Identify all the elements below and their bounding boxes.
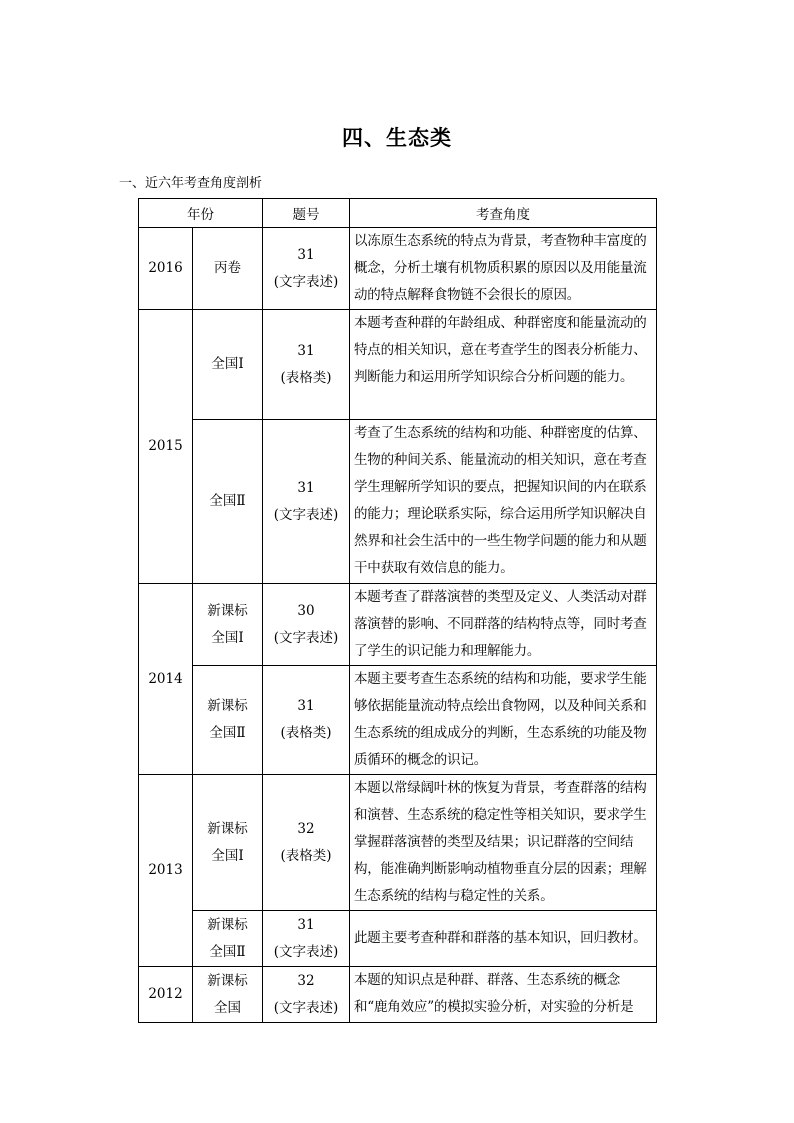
paper-cell: 全国Ⅰ (193, 310, 263, 420)
exam-analysis-table (138, 198, 657, 1023)
table-row (139, 584, 657, 666)
year-cell: 2016 (139, 228, 193, 310)
table-row (139, 911, 657, 967)
header-year: 年份 (139, 199, 263, 228)
angle-cell: 此题主要考查种群和群落的基本知识，回归教材。 (350, 911, 657, 967)
paper-cell: 丙卷 (193, 228, 263, 310)
question-type: (表格类) (280, 847, 332, 864)
question-cell (263, 228, 350, 310)
paper-cell: 新课标全国 (193, 967, 263, 1023)
question-type: (表格类) (280, 725, 332, 741)
paper-cell: 全国Ⅱ (193, 420, 263, 584)
paper-cell: 新课标全国Ⅱ (193, 666, 263, 775)
question-type: (文字表述) (273, 999, 339, 1016)
table-header-row (139, 199, 657, 228)
question-cell (263, 420, 350, 584)
question-type: (文字表述) (273, 629, 339, 646)
question-cell (263, 911, 350, 967)
header-angle: 考查角度 (350, 199, 657, 228)
paper-cell: 新课标全国Ⅰ (193, 584, 263, 666)
angle-cell: 考查了生态系统的结构和功能、种群密度的估算、生物的种间关系、能量流动的相关知识，意在考查学生理解所学知识的要点，把握知识间的内在联系的能力；理论联系实际，综合运用所学知识解决自然界和社会生活中的一些生物学问题的能力和从题干中获取有效信息的能力。 (350, 420, 657, 584)
table-row (139, 967, 657, 1023)
question-number: 30 (297, 602, 315, 619)
question-type: (文字表述) (273, 273, 339, 290)
angle-cell: 本题的知识点是种群、群落、生态系统的概念和“鹿角效应”的模拟实验分析，对实验的分析是 (350, 967, 657, 1023)
table-row (139, 420, 657, 584)
paper-cell: 新课标全国Ⅱ (193, 911, 263, 967)
question-type: (文字表述) (273, 506, 339, 523)
question-number: 32 (297, 972, 315, 989)
paper-cell: 新课标全国Ⅰ (193, 775, 263, 911)
angle-cell: 本题考查了群落演替的类型及定义、人类活动对群落演替的影响、不同群落的结构特点等，同时考查了学生的识记能力和理解能力。 (350, 584, 657, 666)
question-type: (表格类) (280, 369, 332, 386)
question-number: 31 (297, 698, 315, 714)
header-question: 题号 (263, 199, 350, 228)
question-type: (文字表述) (273, 943, 339, 960)
question-cell (263, 775, 350, 911)
question-number: 31 (297, 342, 315, 359)
year-cell: 2015 (139, 310, 193, 584)
angle-cell: 本题以常绿阔叶林的恢复为背景，考查群落的结构和演替、生态系统的稳定性等相关知识，要求学生掌握群落演替的类型及结果；识记群落的空间结构，能准确判断影响动植物垂直分层的因素；理解生态系统的结构与稳定性的关系。 (350, 775, 657, 911)
question-cell (263, 584, 350, 666)
angle-cell: 以冻原生态系统的特点为背景，考查物种丰富度的概念，分析土壤有机物质积累的原因以及用能量流动的特点解释食物链不会很长的原因。 (350, 228, 657, 310)
question-number: 32 (297, 820, 315, 837)
year-cell: 2014 (139, 584, 193, 775)
question-cell (263, 310, 350, 420)
page-title: 四、生态类 (342, 126, 452, 150)
angle-cell: 本题考查种群的年龄组成、种群密度和能量流动的特点的相关知识，意在考查学生的图表分析能力、判断能力和运用所学知识综合分析问题的能力。 (350, 310, 657, 420)
angle-cell: 本题主要考查生态系统的结构和功能，要求学生能够依据能量流动特点绘出食物网，以及种间关系和生态系统的组成成分的判断，生态系统的功能及物质循环的概念的识记。 (350, 666, 657, 775)
question-number: 31 (297, 246, 315, 263)
section-heading: 一、近六年考查角度剖析 (119, 176, 263, 191)
question-cell (263, 666, 350, 775)
question-cell (263, 967, 350, 1023)
table-row (139, 666, 657, 775)
year-cell: 2012 (139, 967, 193, 1023)
question-number: 31 (297, 479, 315, 496)
year-cell: 2013 (139, 775, 193, 967)
table-row (139, 310, 657, 420)
table-row (139, 228, 657, 310)
table-row (139, 775, 657, 911)
question-number: 31 (297, 916, 315, 933)
